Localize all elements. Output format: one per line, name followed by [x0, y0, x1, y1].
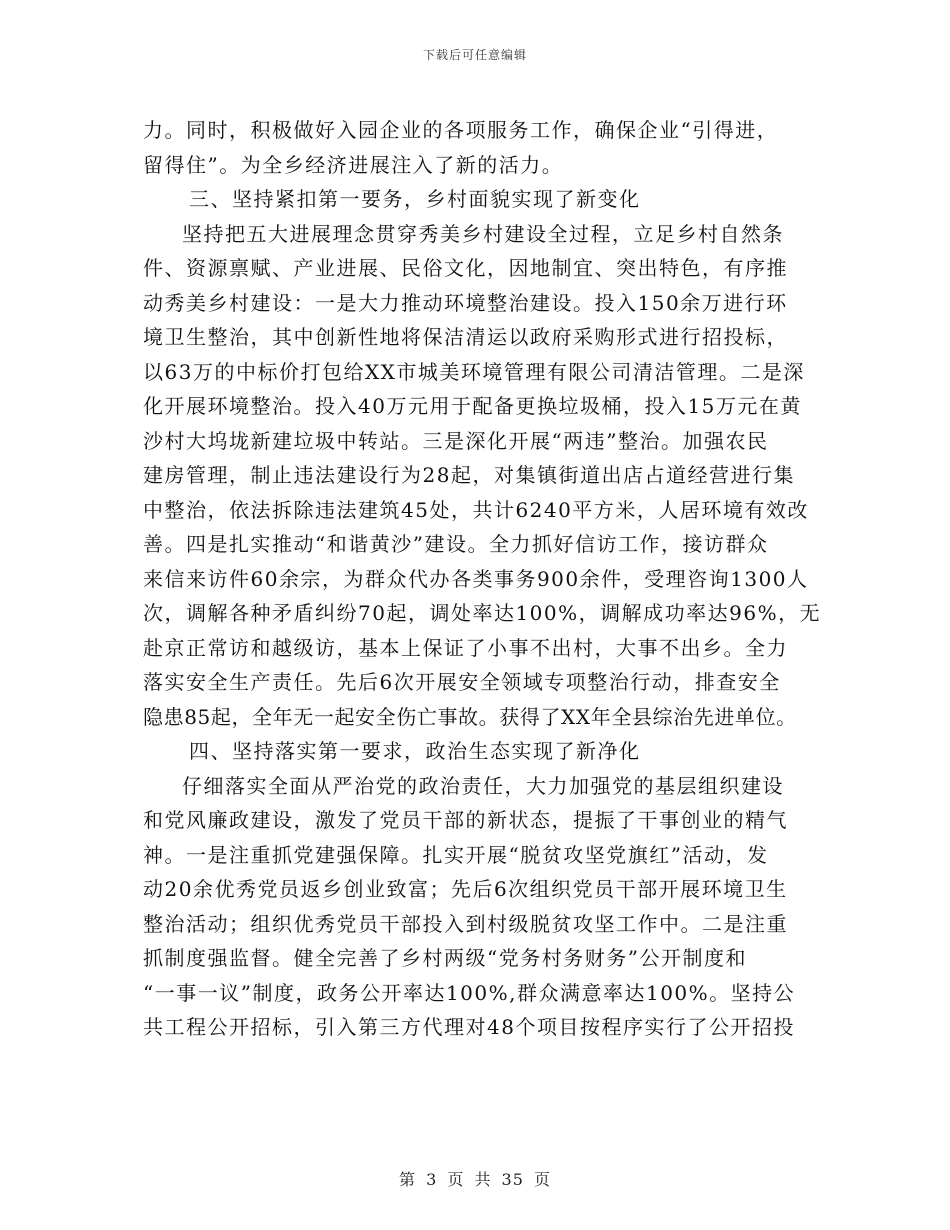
body-line: 动秀美乡村建设：一是大力推动环境整治建设。投入150余万进行环 [143, 290, 788, 315]
body-line: 动20余优秀党员返乡创业致富；先后6次组织党员干部开展环境卫生 [143, 877, 788, 901]
body-line: 隐患85起，全年无一起安全伤亡事故。获得了XX年全县综治先进单位。 [143, 704, 797, 729]
body-line: 力。同时，积极做好入园企业的各项服务工作，确保企业“引得进， [143, 118, 779, 142]
body-line: 神。一是注重抓党建强保障。扎实开展“脱贫攻坚党旗红”活动，发 [143, 842, 769, 867]
body-line: 赴京正常访和越级访，基本上保证了小事不出村，大事不出乡。全力 [143, 635, 788, 660]
body-line: 中整治，依法拆除违法建筑45处，共计6240平方米，人居环境有效改 [143, 497, 809, 522]
body-line: 次，调解各种矛盾纠纷70起，调处率达100%，调解成功率达96%，无 [143, 601, 822, 625]
body-line: 以63万的中标价打包给XX市城美环境管理有限公司清洁管理。二是深 [143, 359, 805, 384]
body-line: 共工程公开招标，引入第三方代理对48个项目按程序实行了公开招投 [143, 1015, 795, 1039]
paragraph-first-line: 仔细落实全面从严治党的政治责任，大力加强党的基层组织建设 [182, 773, 784, 798]
body-line: 件、资源禀赋、产业进展、民俗文化，因地制宜、突出特色，有序推 [143, 256, 788, 280]
body-line: 沙村大坞垅新建垃圾中转站。三是深化开展“两违”整治。加强农民 [143, 428, 769, 453]
body-line: 留得住”。为全乡经济进展注入了新的活力。 [143, 152, 564, 177]
section-heading: 四、坚持落实第一要求，政治生态实现了新净化 [189, 739, 641, 763]
body-line: 境卫生整治，其中创新性地将保洁清运以政府采购形式进行招投标， [143, 325, 788, 349]
body-line: 化开展环境整治。投入40万元用于配备更换垃圾桶，投入15万元在黄 [143, 394, 802, 418]
section-heading: 三、坚持紧扣第一要务，乡村面貌实现了新变化 [189, 187, 641, 211]
body-line: 和党风廉政建设，激发了党员干部的新状态，提振了干事创业的精气 [143, 808, 788, 832]
body-line: 来信来访件60余宗，为群众代办各类事务900余件，受理咨询1300人 [143, 566, 809, 591]
body-line: 整治活动；组织优秀党员干部投入到村级脱贫攻坚工作中。二是注重 [143, 911, 788, 936]
page-number-footer: 第 3 页 共 35 页 [399, 1170, 551, 1189]
page-header-note: 下载后可任意编辑 [422, 48, 527, 62]
body-line: 抓制度强监督。健全完善了乡村两级“党务村务财务”公开制度和 [143, 946, 747, 970]
body-line: 善。四是扎实推动“和谐黄沙”建设。全力抓好信访工作，接访群众 [143, 532, 769, 556]
body-line: “一事一议”制度，政务公开率达100%,群众满意率达100%。坚持公 [143, 980, 796, 1005]
body-line: 落实安全生产责任。先后6次开展安全领域专项整治行动，排查安全 [143, 670, 781, 694]
body-line: 建房管理，制止违法建设行为28起，对集镇街道出店占道经营进行集 [143, 463, 795, 487]
document-body [143, 113, 843, 1045]
paragraph-first-line: 坚持把五大进展理念贯穿秀美乡村建设全过程，立足乡村自然条 [182, 221, 784, 246]
